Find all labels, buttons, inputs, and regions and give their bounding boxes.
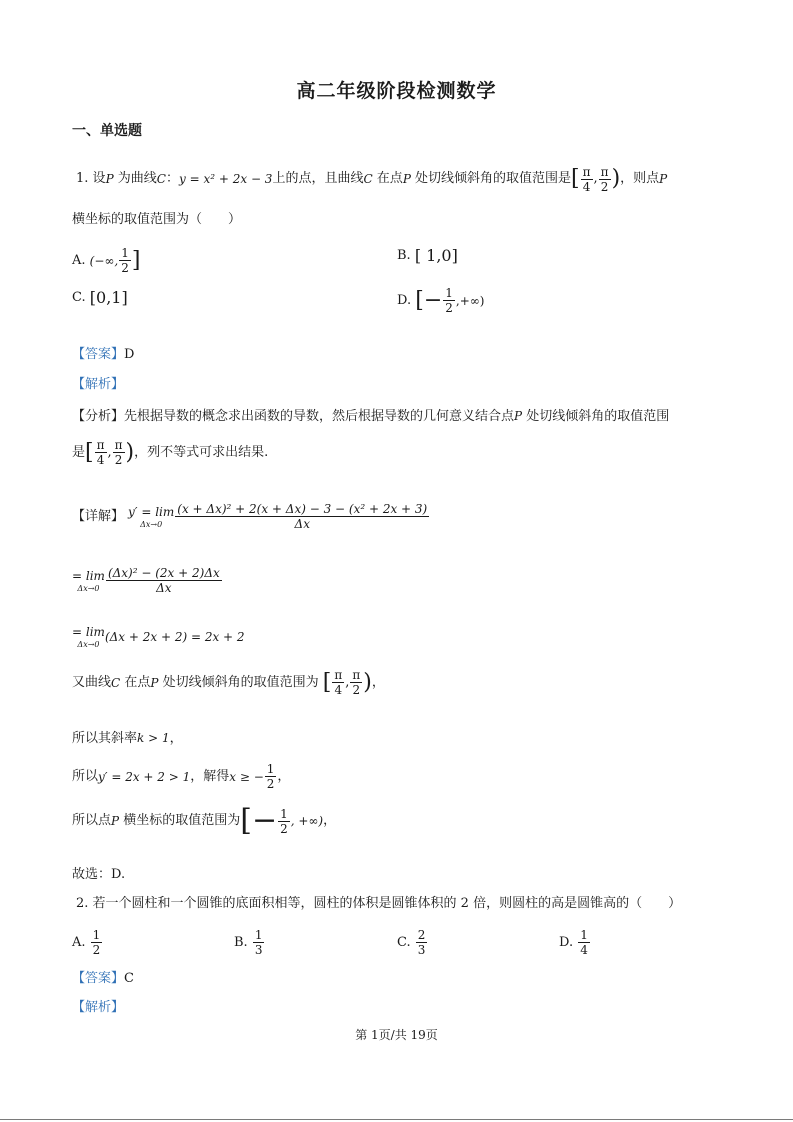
section-heading: 一、单选题 xyxy=(72,123,142,139)
q1-text: 为曲线 xyxy=(117,171,157,186)
q1-var-p: P xyxy=(105,172,114,186)
q1-range-fraction: $\frac{\pi}{2}$ xyxy=(600,164,609,194)
q1-detail-line5: 所以其斜率k > 1， xyxy=(72,731,183,746)
q1-range-bracket: ) xyxy=(611,166,621,191)
q1-option-a: A. (−∞, $\frac{1}{2}$ ] xyxy=(72,246,141,275)
q1-detail-line1: 【详解】 y′ = lim Δx→0 $\frac{\text{(x + Δx)² + 2(x + Δx) − 3 − (x² + 2x + 3)}}{\Delta x}$ xyxy=(72,502,428,531)
q1-text: 上的点，且曲线 xyxy=(272,171,364,186)
q1-fenxi-line1: 【分析】先根据导数的概念求出函数的导数，然后根据导数的几何意义结合点P 处切线倾斜角的取值范围 xyxy=(72,409,670,424)
q1-analysis-tag: 【解析】 xyxy=(72,377,125,392)
answer-value: D xyxy=(124,347,135,362)
q1-curve-formula: y = x² + 2x − 3 xyxy=(179,172,273,186)
q2-stem: 2. 若一个圆柱和一个圆锥的底面积相等，圆柱的体积是圆锥体积的 2 倍，则圆柱的高是圆锥高的（ ） xyxy=(76,896,682,911)
q1-range-bracket: [ xyxy=(571,166,580,191)
q1-detail-line7: 所以点 P 横坐标的取值范围为 [− $\frac{1}{2}$ , +∞) ， xyxy=(72,803,337,838)
page-number: 第 1页/共 19页 xyxy=(355,1028,438,1042)
page-title: 高二年级阶段检测数学 xyxy=(296,80,497,102)
q1-text: 设 xyxy=(92,171,106,186)
option-fraction: $\frac{1}{2}$ xyxy=(445,286,453,315)
q1-text: 处切线倾斜角的取值范围是 xyxy=(415,171,572,186)
q1-option-b: B. [ 1,0] xyxy=(397,246,458,265)
answer-tag: 【答案】 xyxy=(72,347,125,362)
q1-answer xyxy=(72,347,134,363)
q1-text: ，则点 xyxy=(620,171,660,186)
q1-var-p: P xyxy=(402,172,411,186)
q1-var-c: C xyxy=(156,172,166,186)
q1-option-c: C. [0,1] xyxy=(72,288,128,307)
q1-var-p: P xyxy=(659,172,668,186)
xiangjie-tag: 【详解】 xyxy=(72,508,125,524)
fenxi-tag: 【分析】 xyxy=(72,409,125,424)
answer-value: C xyxy=(124,971,134,986)
q1-number: 1. xyxy=(76,171,89,186)
q1-stem-line1: 1. 设 P 为曲线 C ： y = x² + 2x − 3 上的点，且曲线 C 在点 P 处切线倾斜角的取值范围是 [ $\frac{\pi}{4}$ , $\frac{\pi}{2}$ ) ，则点 P xyxy=(76,164,668,194)
q1-detail-line4: 又曲线 C 在点 P 处切线倾斜角的取值范围为 [ $\frac{\pi}{4}$ , $\frac{\pi}{2}$ ) ， xyxy=(72,668,385,697)
answer-tag: 【答案】 xyxy=(72,971,125,986)
q2-option-b: B. $\frac{1}{3}$ xyxy=(234,928,263,957)
q1-detail-line6: 所以 y′ = 2x + 2 > 1 ，解得 x ≥ − $\frac{1}{2}$ ， xyxy=(72,762,291,791)
q1-fenxi-line2: 是 [ $\frac{\pi}{4}$ , $\frac{\pi}{2}$ ) ，列不等式可求出结果. xyxy=(72,438,269,467)
q1-detail-line2: = lim Δx→0 $\frac{\text{(Δx)² − (2x + 2)Δx}}{\Delta x}$ xyxy=(72,566,220,595)
bottom-divider xyxy=(0,1119,793,1120)
q1-conclusion: 故选：D. xyxy=(72,867,126,882)
option-fraction: $\frac{1}{2}$ xyxy=(121,246,129,275)
q1-range-fraction: $\frac{\pi}{4}$ xyxy=(582,164,591,194)
q2-option-a: A. $\frac{1}{2}$ xyxy=(72,928,101,957)
q1-option-d: D. [− $\frac{1}{2}$ ,+∞) xyxy=(397,286,485,315)
q2-analysis-tag: 【解析】 xyxy=(72,1000,125,1015)
q1-var-c: C xyxy=(363,172,373,186)
q1-colon: ： xyxy=(165,171,179,186)
q2-option-d: D. $\frac{1}{4}$ xyxy=(559,928,588,957)
q1-stem-line2: 横坐标的取值范围为（ ） xyxy=(72,212,242,227)
q2-answer xyxy=(72,971,134,987)
q1-text: 在点 xyxy=(376,171,403,186)
q2-option-c: C. $\frac{2}{3}$ xyxy=(397,928,426,957)
q1-detail-line3: = lim Δx→0 (Δx + 2x + 2) = 2x + 2 xyxy=(72,625,245,649)
